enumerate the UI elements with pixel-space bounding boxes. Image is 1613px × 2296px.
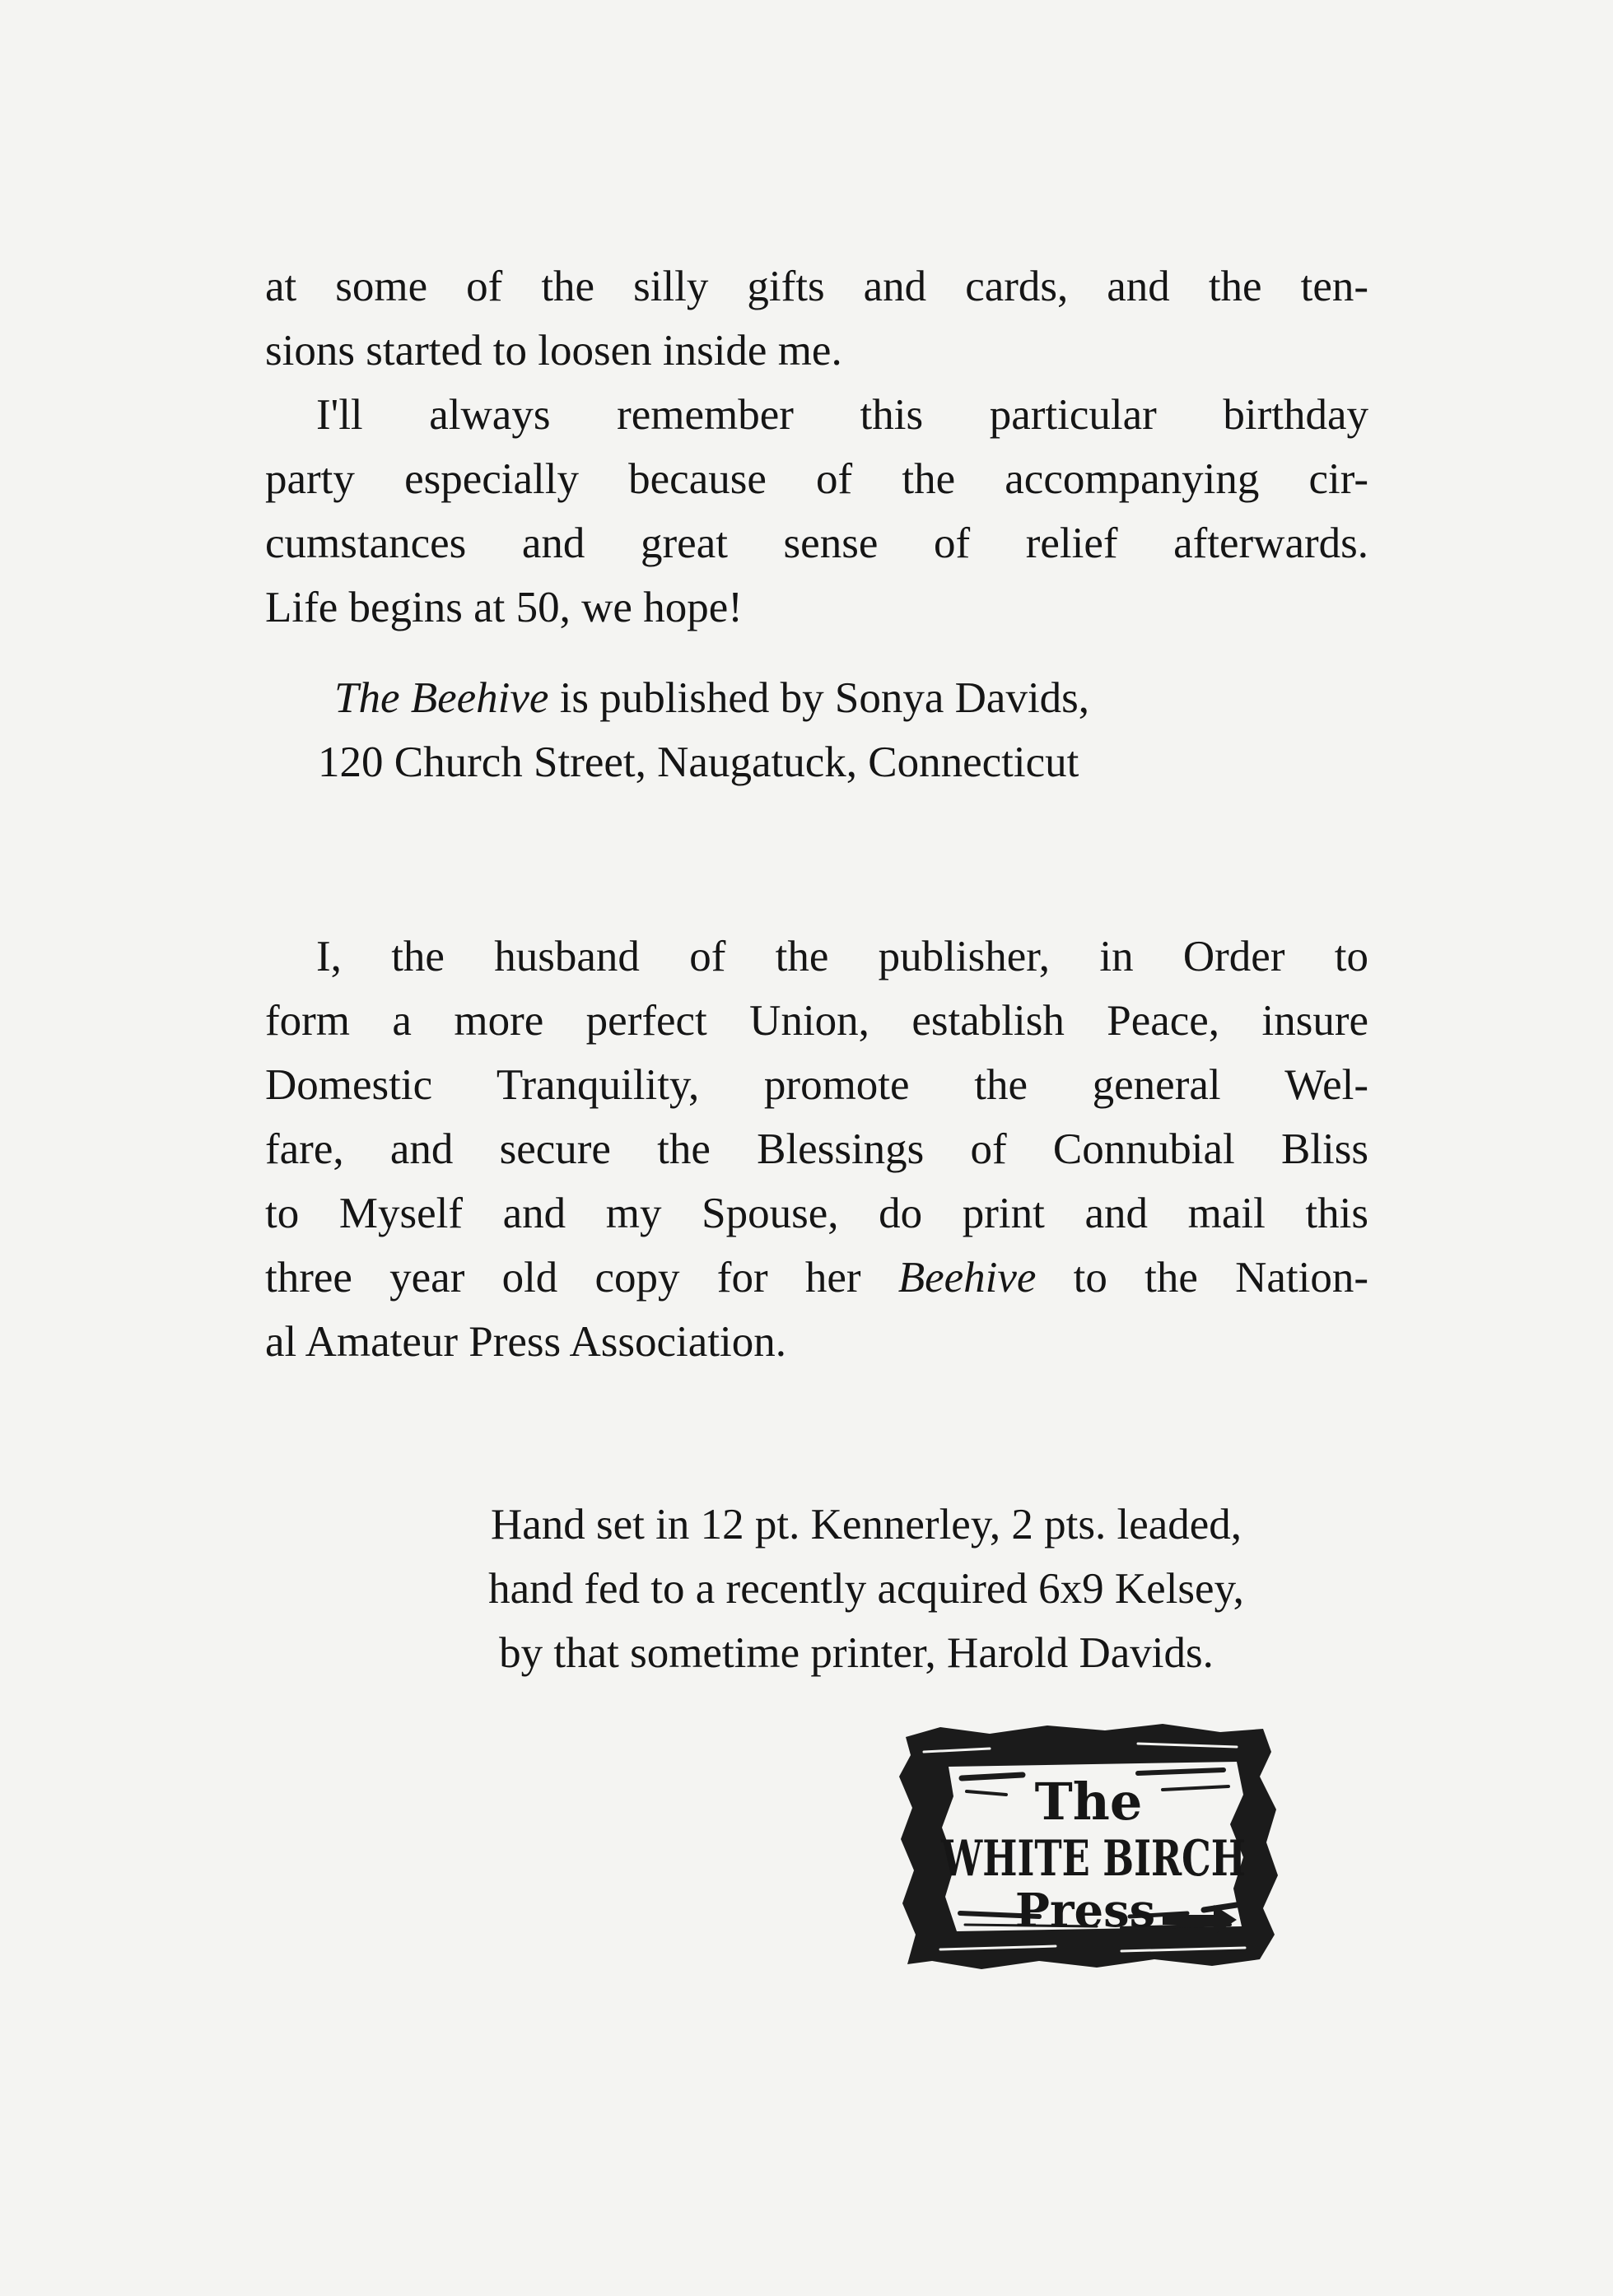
colophon-line: Hand set in 12 pt. Kennerley, 2 pts. leaded, [490, 1501, 1242, 1549]
text-line: fare, and secure the Blessings of Connubial Bliss [265, 1125, 1368, 1173]
text-line: al Amateur Press Association. [265, 1318, 786, 1366]
publisher-address: 120 Church Street, Naugatuck, Connecticut [318, 738, 1079, 786]
text-line: party especially because of the accompanying cir- [265, 455, 1368, 503]
white-birch-press-logo [891, 1719, 1286, 1974]
publication-title: The Beehive [334, 674, 549, 722]
logo-text-white-birch: WHITE BIRCH [940, 1830, 1246, 1888]
colophon-line: by that sometime printer, Harold Davids. [499, 1629, 1214, 1677]
publisher-line [334, 674, 1368, 722]
text-segment: to the Nation- [1036, 1254, 1369, 1302]
text-line: Domestic Tranquility, promote the general Wel- [265, 1061, 1368, 1109]
text-line: to Myself and my Spouse, do print and mail this [265, 1190, 1368, 1237]
text-line [265, 1256, 1368, 1300]
text-line: I'll always remember this particular birthday [316, 391, 1368, 439]
text-line: sions started to loosen inside me. [265, 327, 842, 375]
text-line: at some of the silly gifts and cards, and the ten- [265, 263, 1368, 310]
logo-text-press: Press [1014, 1884, 1156, 1938]
text-segment: three year old copy for her [265, 1254, 898, 1302]
publisher-name: is published by Sonya Davids, [548, 674, 1090, 722]
text-line: Life begins at 50, we hope! [265, 584, 743, 631]
text-line: form a more perfect Union, establish Peace, insure [265, 997, 1368, 1045]
publication-title: Beehive [897, 1254, 1037, 1302]
text-line: I, the husband of the publisher, in Order to [316, 933, 1368, 980]
text-line: cumstances and great sense of relief afterwards. [265, 519, 1368, 567]
colophon-line: hand fed to a recently acquired 6x9 Kelsey, [488, 1565, 1244, 1613]
logo-text-the: The [1034, 1772, 1143, 1832]
